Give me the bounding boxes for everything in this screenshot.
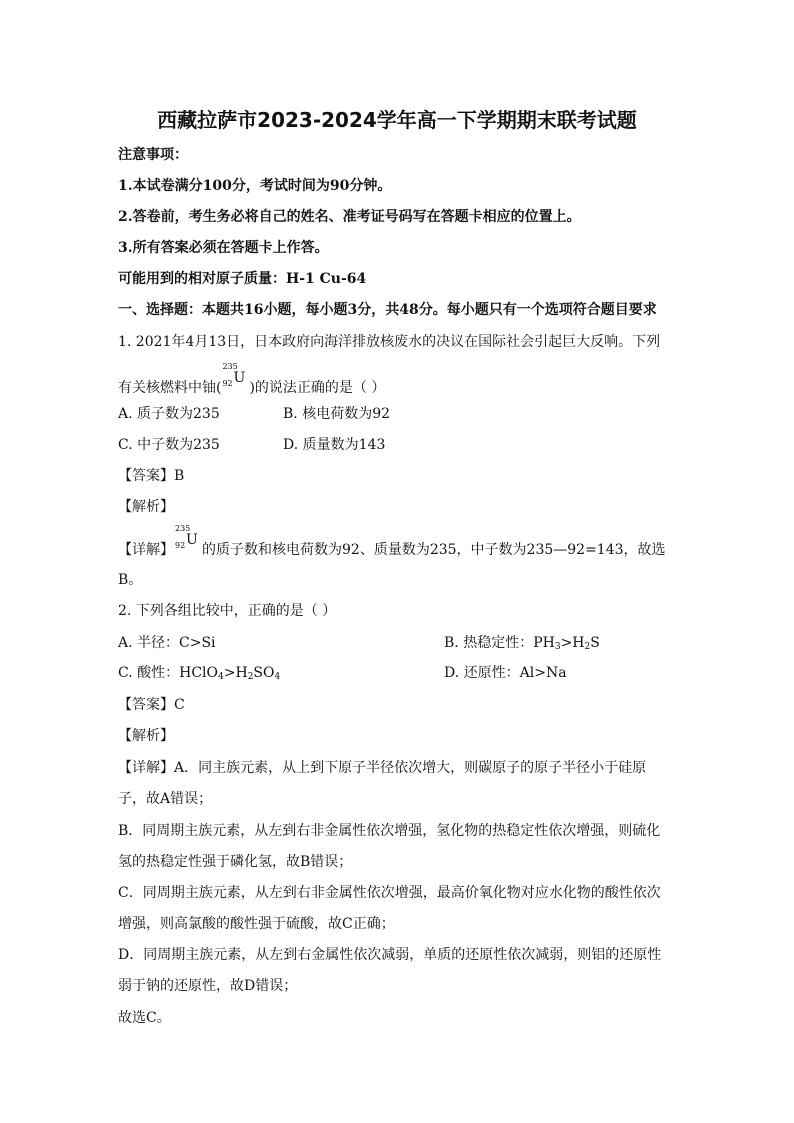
q2-option-b — [444, 633, 600, 657]
q1-stem-post: )的说法正确的是（ ） — [249, 380, 386, 396]
q2-detail-line: D．同周期主族元素，从左到右金属性依次减弱，单质的还原性依次减弱，则铝的还原性 — [118, 947, 662, 963]
q2-detail-line: 弱于钠的还原性，故D错误； — [118, 978, 298, 994]
subscript: 4 — [274, 672, 281, 682]
q2-option-d: D. 还原性：Al>Na — [444, 665, 567, 681]
subscript: 4 — [218, 672, 224, 682]
q1-stem-line2 — [118, 362, 386, 398]
atomic-number: 92 — [175, 541, 186, 550]
mass-number: 235 — [222, 362, 238, 371]
q2-detail-line: 氢的热稳定性强于磷化氢，故B错误； — [118, 854, 353, 870]
q2-option-b-text: B. 热稳定性：PH — [444, 635, 555, 651]
element-symbol: U — [186, 532, 198, 548]
q2-option-b-text: S — [590, 635, 600, 651]
q2-answer: 【答案】C — [118, 697, 185, 713]
q2-option-c — [118, 663, 280, 687]
q1-option-d: D. 质量数为143 — [283, 437, 386, 453]
note-item: 3.所有答案必须在答题卡上作答。 — [118, 240, 329, 256]
q1-answer: 【答案】B — [118, 468, 185, 484]
uranium-nuclide — [174, 524, 202, 554]
q2-detail-line: B．同周期主族元素，从左到右非金属性依次增强，氢化物的热稳定性依次增强，则硫化 — [118, 823, 661, 839]
q1-detail — [118, 524, 666, 560]
q2-option-c-text: >H — [223, 665, 248, 681]
q1-detail-line2: B。 — [118, 572, 143, 588]
element-symbol: U — [233, 370, 246, 386]
q2-analysis: 【解析】 — [118, 728, 174, 744]
q1-stem-pre: 有关核燃料中铀( — [118, 380, 222, 396]
q2-option-c-text: C. 酸性：HClO — [118, 665, 218, 681]
page-title: 西藏拉萨市2023-2024学年高一下学期期末联考试题 — [157, 108, 637, 132]
q1-option-b: B. 核电荷数为92 — [283, 406, 391, 422]
q2-detail-line: 【详解】A．同主族元素，从上到下原子半径依次增大，则碳原子的原子半径小于硅原 — [118, 760, 647, 776]
q1-options-row1 — [118, 404, 220, 424]
uranium-nuclide — [221, 362, 249, 392]
q1-analysis: 【解析】 — [118, 499, 174, 515]
q2-detail-line: 故选C。 — [118, 1010, 171, 1026]
atomic-mass-info: 可能用到的相对原子质量：H-1 Cu-64 — [118, 271, 367, 287]
mass-number: 235 — [175, 524, 191, 533]
q2-option-b-text: >H — [560, 635, 585, 651]
q2-detail-line: 增强，则高氯酸的酸性强于硫酸，故C正确； — [118, 916, 395, 932]
q1-detail-pre: 【详解】 — [118, 542, 174, 558]
subscript: 3 — [554, 642, 561, 652]
q2-detail-line: C．同周期主族元素，从左到右非金属性依次增强，最高价氧化物对应水化物的酸性依次 — [118, 885, 661, 901]
q1-option-a: A. 质子数为235 — [118, 406, 220, 422]
q2-stem: 2. 下列各组比较中，正确的是（ ） — [118, 603, 337, 619]
q2-option-a: A. 半径：C>Si — [118, 635, 216, 651]
note-item: 2.答卷前，考生务必将自己的姓名、准考证号码写在答题卡相应的位置上。 — [118, 209, 581, 225]
q1-option-c: C. 中子数为235 — [118, 437, 220, 453]
atomic-number: 92 — [222, 379, 233, 388]
note-item: 1.本试卷满分100分，考试时间为90分钟。 — [118, 178, 392, 194]
q1-stem-line1: 1. 2021年4月13日，日本政府向海洋排放核废水的决议在国际社会引起巨大反响。下列 — [118, 334, 661, 350]
q2-option-c-text: SO — [253, 665, 275, 681]
section-heading: 一、选择题：本题共16小题，每小题3分，共48分。每小题只有一个选项符合题目要求 — [118, 302, 657, 318]
subscript: 2 — [247, 672, 254, 682]
q2-detail-line: 子，故A错误； — [118, 791, 213, 807]
q1-detail-post: 的质子数和核电荷数为92、质量数为235，中子数为235—92=143，故选 — [202, 542, 666, 558]
subscript: 2 — [584, 642, 591, 652]
notes-heading: 注意事项： — [118, 147, 188, 163]
